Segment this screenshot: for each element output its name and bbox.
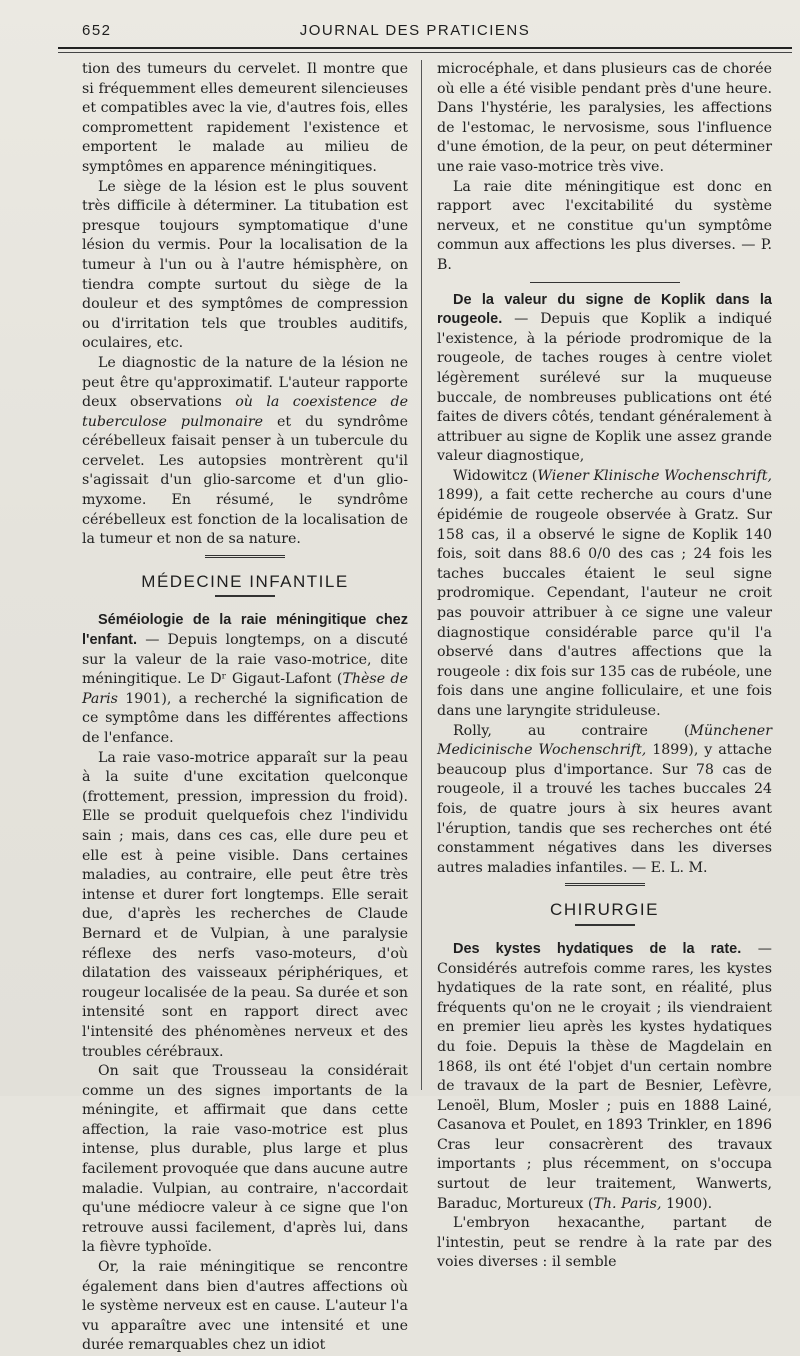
text-run: — Considérés autrefois comme rares, les kystes hydatiques de la rate sont, en réalité, plus fréquents qu'on ne le croyait ; ils viendraient en premier lieu après les kystes hydatiques du foie. Depuis la thèse de Magdelain en 1868, ils ont été l'objet d'un certain nombre de travaux de la part de Besnier, Lefèvre, Lenoël, Blum, Mosler ; puis en 1888 Lainé, Casanova et Poulet, en 1893 Trinkler, en 1896 Cras leur consacrèrent des travaux importants ; plus récemment, on s'occupa surtout de leur traitement, Wanwerts, Baraduc, Mortureux ( — [437, 940, 772, 1212]
section-separator — [205, 555, 285, 560]
article-lead — [82, 611, 408, 748]
paragraph: Le siège de la lésion est le plus souvent très difficile à déterminer. La titubation est presque toujours symptomatique d'une lésion du vermis. Pour la localisation de la tumeur à l'un ou à l'autre hémisphère, on tiendra compte surtout du siège de la douleur et des symptômes de compression ou d'irritation tels que troubles auditifs, oculaires, etc. — [82, 178, 408, 352]
paragraph — [82, 354, 408, 550]
italic-run: Wiener Klinische Wochenschrift, — [537, 467, 773, 484]
text-run: Le diagnostic de la nature de la lésion ne peut être qu'approximatif. L'auteur rapporte deux observations — [82, 354, 408, 411]
article-lead — [437, 940, 772, 1214]
header-rule-thin — [58, 52, 792, 53]
section-heading-medecine-infantile: MÉDECINE INFANTILE — [141, 571, 349, 591]
right-column — [437, 60, 772, 1273]
paragraph: On sait que Trousseau la considérait comme un des signes importants de la méningite, et affirmait que dans cette affection, la raie vaso-motrice est plus intense, plus durable, plus large et plus facilement provoquée que dans aucune autre maladie. Vulpian, au contraire, n'accordait qu'une médiocre valeur à ce signe que l'on retrouve aussi facilement, d'après lui, dans la fièvre typhoïde. — [82, 1063, 408, 1256]
text-run: — Depuis longtemps, on a discuté sur la valeur de la raie vaso-motrice, dite méningitique. Le Dʳ Gigaut-Lafont ( — [82, 632, 408, 688]
text-run: et du syndrôme cérébelleux faisait penser à un tubercule du cervelet. Les autopsies montrèrent qu'il s'agissait d'un glio-sarcome et d'un glio-myxome. En résumé, le syndrôme cérébelleux est fonction de la localisation de la tumeur et non de sa nature. — [82, 413, 408, 548]
paragraph: La raie vaso-motrice apparaît sur la peau à la suite d'une excitation quelconque (frottement, pression, impression du froid). Elle se produit quelquefois chez l'individu sain ; mais, dans ces cas, elle dure peu et elle est à peine visible. Dans certaines maladies, au contraire, elle peut être très intense et durer fort longtemps. Elle serait due, d'après les recherches de Claude Bernard et de Vulpian, à une paralysie réflexe des nerfs vaso-moteurs, d'où dilatation des vaisseaux périphériques, et rougeur localisée de la peau. Sa durée et son intensité sont en rapport direct avec l'intensité des phénomènes nerveux et des troubles cérébraux. — [82, 749, 408, 1060]
paragraph: microcéphale, et dans plusieurs cas de chorée où elle a été visible pendant près d'une heure. Dans l'hystérie, les paralysies, les affections de l'estomac, le nervosisme, sous l'influence d'une émotion, de la peur, on peut déterminer une raie vaso-motrice très vive. — [437, 61, 772, 175]
text-run: Widowitcz ( — [453, 467, 538, 484]
italic-run: Thèse de Paris — [82, 671, 408, 707]
article-title: De la valeur du signe de Koplik dans la rougeole. — [437, 291, 772, 328]
italic-run: Münchener Medicinische Wochenschrift, — [437, 722, 772, 759]
section-heading-chirurgie: CHIRURGIE — [550, 900, 659, 920]
text-run: 1900). — [661, 1195, 713, 1212]
text-run: 1899), a fait cette recherche au cours d'une épidémie de rougeole observée à Gratz. Sur 158 cas, il a observé le signe de Koplik 140 fois, soit dans 88.6 0/0 des cas ; 24 fois les taches buccales étaient le seul signe prodromique. Cependant, l'auteur ne croit pas pouvoir attribuer à ce signe une valeur diagnostique considérable parce qu'il l'a observé dans d'autres affections que la rougeole : dix fois sur 135 cas de rubéole, une fois dans une angine folliculaire, et une fois dans une laryngite striduleuse. — [437, 487, 772, 719]
section-rule — [215, 595, 275, 597]
paragraph: La raie dite méningitique est donc en rapport avec l'excitabilité du système nerveux, et ne constitue qu'un symptôme commun aux affections les plus diverses. — P. B. — [437, 178, 772, 273]
article-title: Des kystes hydatiques de la rate. — [453, 940, 742, 957]
section-rule — [575, 924, 635, 926]
header-rule — [58, 47, 792, 49]
paragraph — [437, 467, 772, 722]
paragraph: L'embryon hexacanthe, partant de l'intestin, peut se rendre à la rate par des voies diverses : il semble — [437, 1215, 772, 1271]
article-lead — [437, 291, 772, 467]
page-number: 652 — [82, 22, 112, 39]
article-title: Séméiologie de la raie méningitique chez l'enfant. — [82, 612, 408, 649]
page-header — [60, 20, 770, 44]
paragraph — [437, 722, 772, 879]
journal-title: JOURNAL DES PRATICIENS — [299, 22, 531, 39]
left-column — [82, 60, 408, 1356]
text-run: 1901), a recherché la signification de ce symptôme dans les différentes affections de l'enfance. — [82, 690, 408, 746]
text-run: 1899), y attache beaucoup plus d'importance. Sur 78 cas de rougeole, il a trouvé les taches buccales 24 fois, de quatre jours à six heures avant l'éruption, tandis que ses recherches ont été constamment négatives dans les diverses autres maladies infantiles. — E. L. M. — [437, 742, 772, 876]
italic-run: où la coexistence de tuberculose pulmonaire — [82, 394, 408, 430]
paragraph: Or, la raie méningitique se rencontre également dans bien d'autres affections où le système nerveux est en cause. L'auteur l'a vu apparaître avec une intensité et une durée remarquables chez un idiot — [82, 1259, 408, 1354]
article-separator — [530, 282, 680, 283]
paragraph: tion des tumeurs du cervelet. Il montre que si fréquemment elles demeurent silencieuses et compatibles avec la vie, d'autres fois, elles compromettent rapidement l'existence et emportent le malade au milieu de symptômes en apparence méningitiques. — [82, 61, 408, 175]
section-separator — [565, 883, 645, 888]
text-run: Rolly, au contraire ( — [453, 722, 690, 739]
column-divider — [421, 60, 422, 1090]
italic-run: Th. Paris, — [593, 1195, 662, 1212]
text-run: — Depuis que Koplik a indiqué l'existence, à la période prodromique de la rougeole, de taches rouges à centre violet légèrement surélevé sur la muqueuse buccale, de nombreuses publications ont été faites de divers côtés, tendant généralement à attribuer au signe de Koplik une assez grande valeur diagnostique, — [437, 311, 772, 465]
